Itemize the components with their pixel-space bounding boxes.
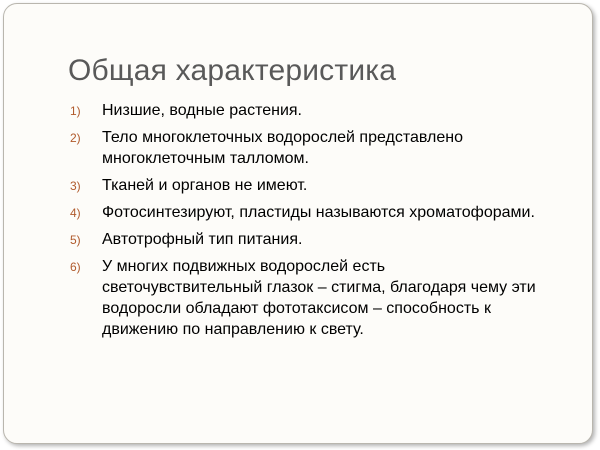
list-item-number: 2)	[70, 131, 81, 145]
slide	[3, 3, 593, 444]
slide-title: Общая характеристика	[68, 54, 397, 87]
list-item	[70, 127, 540, 169]
list-item-text: У многих подвижных водорослей есть светочувствительный глазок – стигма, благодаря чему эти водоросли обладают фототаксисом – способность к движению по направлению к свету.	[102, 258, 536, 338]
list-item-number: 4)	[70, 206, 81, 220]
list-item	[70, 100, 540, 121]
list-item	[70, 202, 540, 223]
list-item	[70, 229, 540, 250]
list-item-text: Тело многоклеточных водорослей представлено многоклеточным талломом.	[102, 129, 464, 167]
list-item	[70, 175, 540, 196]
list-item-number: 6)	[70, 260, 81, 274]
list-item-text: Низшие, водные растения.	[102, 102, 302, 119]
list-item-number: 3)	[70, 179, 81, 193]
list-item-number: 1)	[70, 104, 81, 118]
list-item-text: Тканей и органов не имеют.	[102, 177, 308, 194]
numbered-list	[70, 100, 540, 346]
list-item-text: Автотрофный тип питания.	[102, 231, 303, 248]
list-item	[70, 256, 540, 340]
list-item-number: 5)	[70, 233, 81, 247]
list-item-text: Фотосинтезируют, пластиды называются хроматофорами.	[102, 204, 535, 221]
